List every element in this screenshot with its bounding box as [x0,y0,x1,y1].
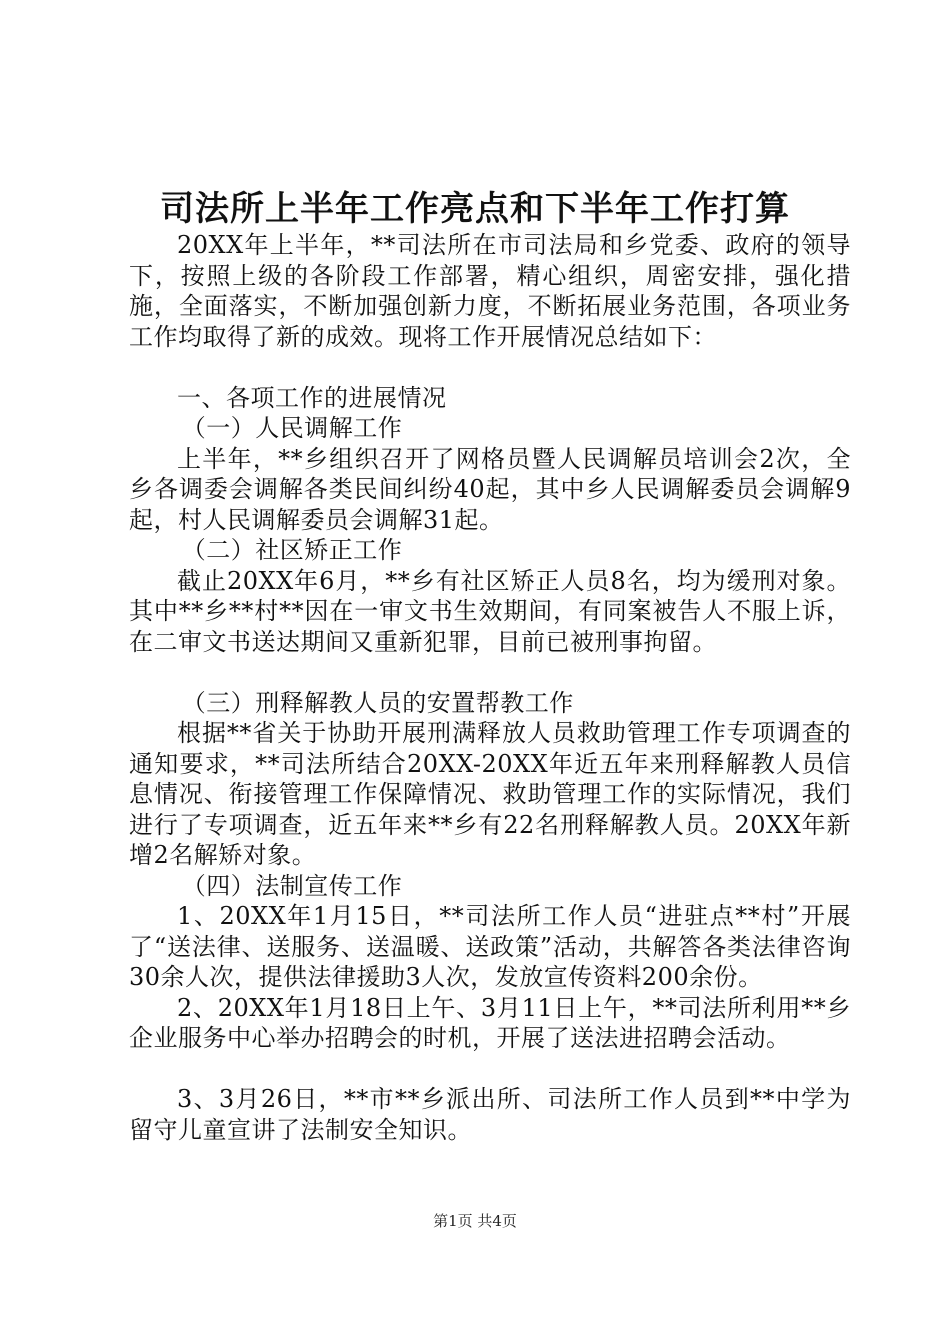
subsection-heading-legal-publicity: （四）法制宣传工作 [181,871,403,900]
intro-paragraph: 20XX年上半年，**司法所在市司法局和乡党委、政府的领导下，按照上级的各阶段工作部署，精心组织，周密安排，强化措施，全面落实，不断加强创新力度，不断拓展业务范围，各项业务工作均取得了新的成效。现将工作开展情况总结如下： [129,231,851,351]
document-body [129,230,851,1145]
paragraph-publicity-item-1: 1、20XX年1月15日，**司法所工作人员“进驻点**村”开展了“送法律、送服务、送温暖、送政策”活动，共解答各类法律咨询30余人次，提供法律援助3人次，发放宣传资料200余份。 [129,902,851,991]
paragraph-community-correction: 截止20XX年6月，**乡有社区矫正人员8名，均为缓刑对象。其中**乡**村**因在一审文书生效期间，有同案被告人不服上诉，在二审文书送达期间又重新犯罪，目前已被刑事拘留。 [129,566,851,656]
page-footer: 第1页 共4页 [433,1212,517,1230]
paragraph-publicity-item-2: 2、20XX年1月18日上午、3月11日上午，**司法所利用**乡企业服务中心举办招聘会的时机，开展了送法进招聘会活动。 [129,993,851,1052]
paragraph-publicity-item-3: 3、3月26日，**市**乡派出所、司法所工作人员到**中学为留守儿童宣讲了法制安全知识。 [129,1085,851,1144]
document-title: 司法所上半年工作亮点和下半年工作打算 [160,189,790,229]
subsection-heading-community-correction: （二）社区矫正工作 [181,536,403,564]
paragraph-mediation: 上半年，**乡组织召开了网格员暨人民调解员培训会2次，全乡各调委会调解各类民间纠纷40起，其中乡人民调解委员会调解9起，村人民调解委员会调解31起。 [129,444,851,534]
section-heading: 一、各项工作的进展情况 [177,383,447,412]
subsection-heading-resettlement: （三）刑释解教人员的安置帮教工作 [181,688,574,717]
subsection-heading-mediation: （一）人民调解工作 [181,414,403,442]
paragraph-resettlement: 根据**省关于协助开展刑满释放人员救助管理工作专项调查的通知要求，**司法所结合20XX-20XX年近五年来刑释解教人员信息情况、衔接管理工作保障情况、救助管理工作的实际情况，我们进行了专项调查，近五年来**乡有22名刑释解教人员。20XX年新增2名解矫对象。 [129,719,851,869]
